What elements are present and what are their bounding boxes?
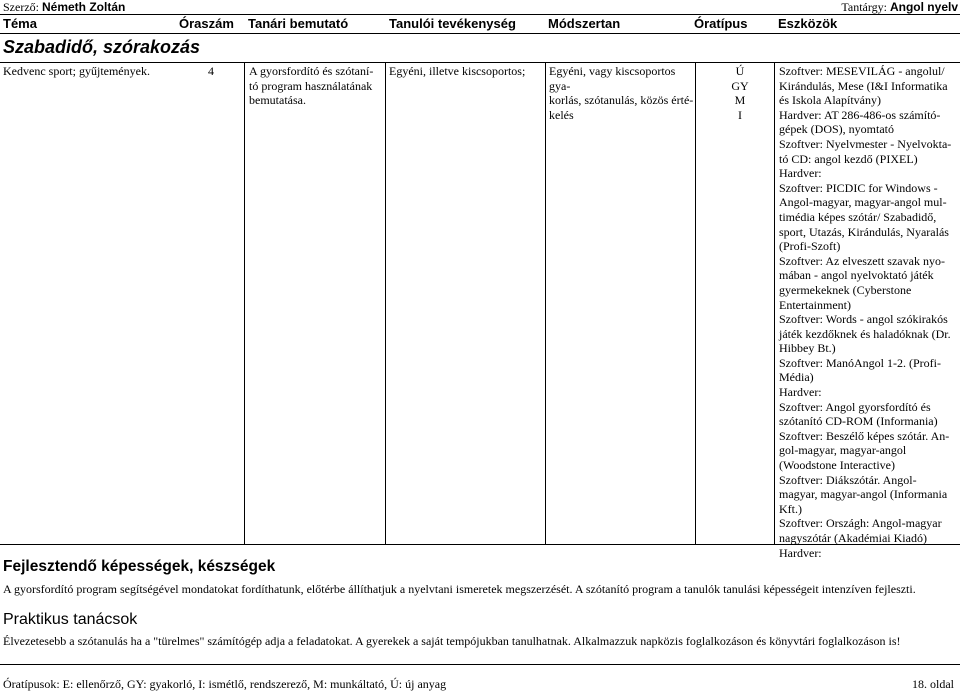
column-header-tanuloi: Tanulói tevékenység — [389, 16, 516, 31]
column-divider — [385, 62, 386, 544]
eszkoz-line: timédia képes szótár/ Szabadidő, — [779, 209, 937, 224]
row-bottom-rule — [0, 544, 960, 545]
eszkoz-line: Szoftver: MESEVILÁG - angolul/ — [779, 64, 945, 78]
eszkoz-line: szótanító CD-ROM (Informania) — [779, 414, 938, 429]
subject-line — [841, 0, 958, 15]
eszkoz-line: Szoftver: Words - angol szókirakós — [779, 312, 948, 327]
cell-tanuloi-tevekenyseg: Egyéni, illetve kiscsoportos; — [389, 64, 526, 78]
eszkoz-line: (Profi-Szoft) — [779, 239, 841, 254]
eszkoz-line: Szoftver: Nyelvmester - Nyelvokta- — [779, 136, 952, 151]
author-label: Szerző: — [3, 0, 39, 14]
column-header-rule — [0, 33, 960, 34]
eszkoz-line: Entertainment) — [779, 297, 851, 312]
eszkoz-line: játék kezdőknek és haladóknak (Dr. — [779, 326, 951, 341]
eszkoz-line: sport, Utazás, Kirándulás, Nyaralás — [779, 224, 949, 239]
section-title: Szabadidő, szórakozás — [3, 37, 201, 57]
eszkoz-line: és Iskola Alapítvány) — [779, 93, 881, 108]
eszkoz-line: Hardver: — [779, 385, 822, 400]
eszkoz-line: gyermekeknek (Cyberstone — [779, 282, 912, 297]
subject-label: Tantárgy: — [841, 0, 887, 14]
author-name: Németh Zoltán — [41, 0, 126, 14]
eszkoz-line: Média) — [779, 370, 814, 385]
eszkoz-line: Szoftver: Diákszótár. Angol- — [779, 472, 917, 487]
cell-modszertan: Egyéni, vagy kiscsoportos gya- korlás, szótanulás, közös érté- kelés — [549, 64, 694, 122]
eszkoz-line: (Woodstone Interactive) — [779, 458, 895, 473]
eszkoz-line: Hardver: — [779, 545, 822, 560]
eszkoz-line: Szoftver: Beszélő képes szótár. An- — [779, 428, 950, 443]
column-header-oraszam: Óraszám — [179, 16, 234, 31]
eszkoz-line: nagyszótár (Akadémiai Kiadó) — [779, 531, 927, 545]
eszkoz-line: Szoftver: Angol gyorsfordító és — [779, 399, 931, 414]
eszkoz-line: Hardver: — [779, 166, 822, 181]
column-header-eszkozok: Eszközök — [778, 16, 838, 31]
eszkoz-line: Hardver: AT 286-486-os számító- — [779, 107, 941, 122]
author-line — [3, 0, 125, 15]
tips-heading: Praktikus tanácsok — [3, 611, 138, 628]
eszkoz-line: gol-magyar, magyar-angol — [779, 443, 907, 458]
cell-oraszam: 4 — [208, 64, 214, 78]
eszkoz-line: Szoftver: ManóAngol 1-2. (Profi- — [779, 355, 941, 370]
eszkoz-line: magyar, magyar-angol (Informania — [779, 487, 948, 502]
eszkoz-line: Kirándulás, Mese (I&I Informatika — [779, 78, 948, 93]
eszkoz-line: Szoftver: Országh: Angol-magyar — [779, 516, 942, 531]
eszkoz-line: tó CD: angol kezdő (PIXEL) — [779, 151, 918, 166]
eszkoz-line: Szoftver: PICDIC for Windows - — [779, 180, 938, 195]
subject-name: Angol nyelv — [889, 0, 958, 14]
cell-tema: Kedvenc sport; gyűjtemények. — [3, 64, 150, 78]
cell-tanari-bemutato: A gyorsfordító és szótaní- tó program használatának bemutatása. — [249, 64, 374, 108]
column-header-row — [0, 15, 960, 33]
cell-oratipus: Ú GY M I — [731, 64, 749, 122]
tips-text: Élvezetesebb a szótanulás ha a "türelmes" számítógép adja a feladatokat. A gyerekek a saját tempójukban tanulhatnak. Alkalmazzuk napközis foglalkozáson és könyvtári foglalkozáson is! — [3, 634, 901, 648]
eszkoz-line: mában - angol nyelvoktató játék — [779, 268, 934, 283]
footer-legend: Óratípusok: E: ellenőrző, GY: gyakorló, I: ismétlő, rendszerező, M: munkáltató, Ú: új anyag — [3, 677, 447, 691]
footer-rule — [0, 664, 960, 665]
column-divider — [244, 62, 245, 544]
eszkoz-line: Hibbey Bt.) — [779, 341, 836, 356]
skills-text: A gyorsfordító program segítségével mondatokat fordíthatunk, előtérbe állíthatjuk a nyelvtani ismeretek megszerzését. A szótanító program a tanulók tanulási képességeit intenzíven fejleszti. — [3, 582, 916, 596]
column-header-oratipus: Óratípus — [694, 16, 748, 31]
eszkoz-line: Angol-magyar, magyar-angol mul- — [779, 195, 947, 210]
column-header-tema: Téma — [3, 16, 37, 31]
skills-heading: Fejlesztendő képességek, készségek — [3, 558, 276, 575]
column-header-modszertan: Módszertan — [548, 16, 621, 31]
cell-eszkozok — [779, 64, 959, 560]
page-number: 18. oldal — [912, 677, 954, 691]
column-divider — [774, 62, 775, 544]
eszkoz-line: Szoftver: Az elveszett szavak nyo- — [779, 253, 945, 268]
column-header-tanari: Tanári bemutató — [248, 16, 349, 31]
column-divider — [545, 62, 546, 544]
row-top-rule — [0, 62, 960, 63]
column-divider — [695, 62, 696, 544]
eszkoz-line: Kft.) — [779, 501, 802, 516]
eszkoz-line: gépek (DOS), nyomtató — [779, 122, 894, 137]
